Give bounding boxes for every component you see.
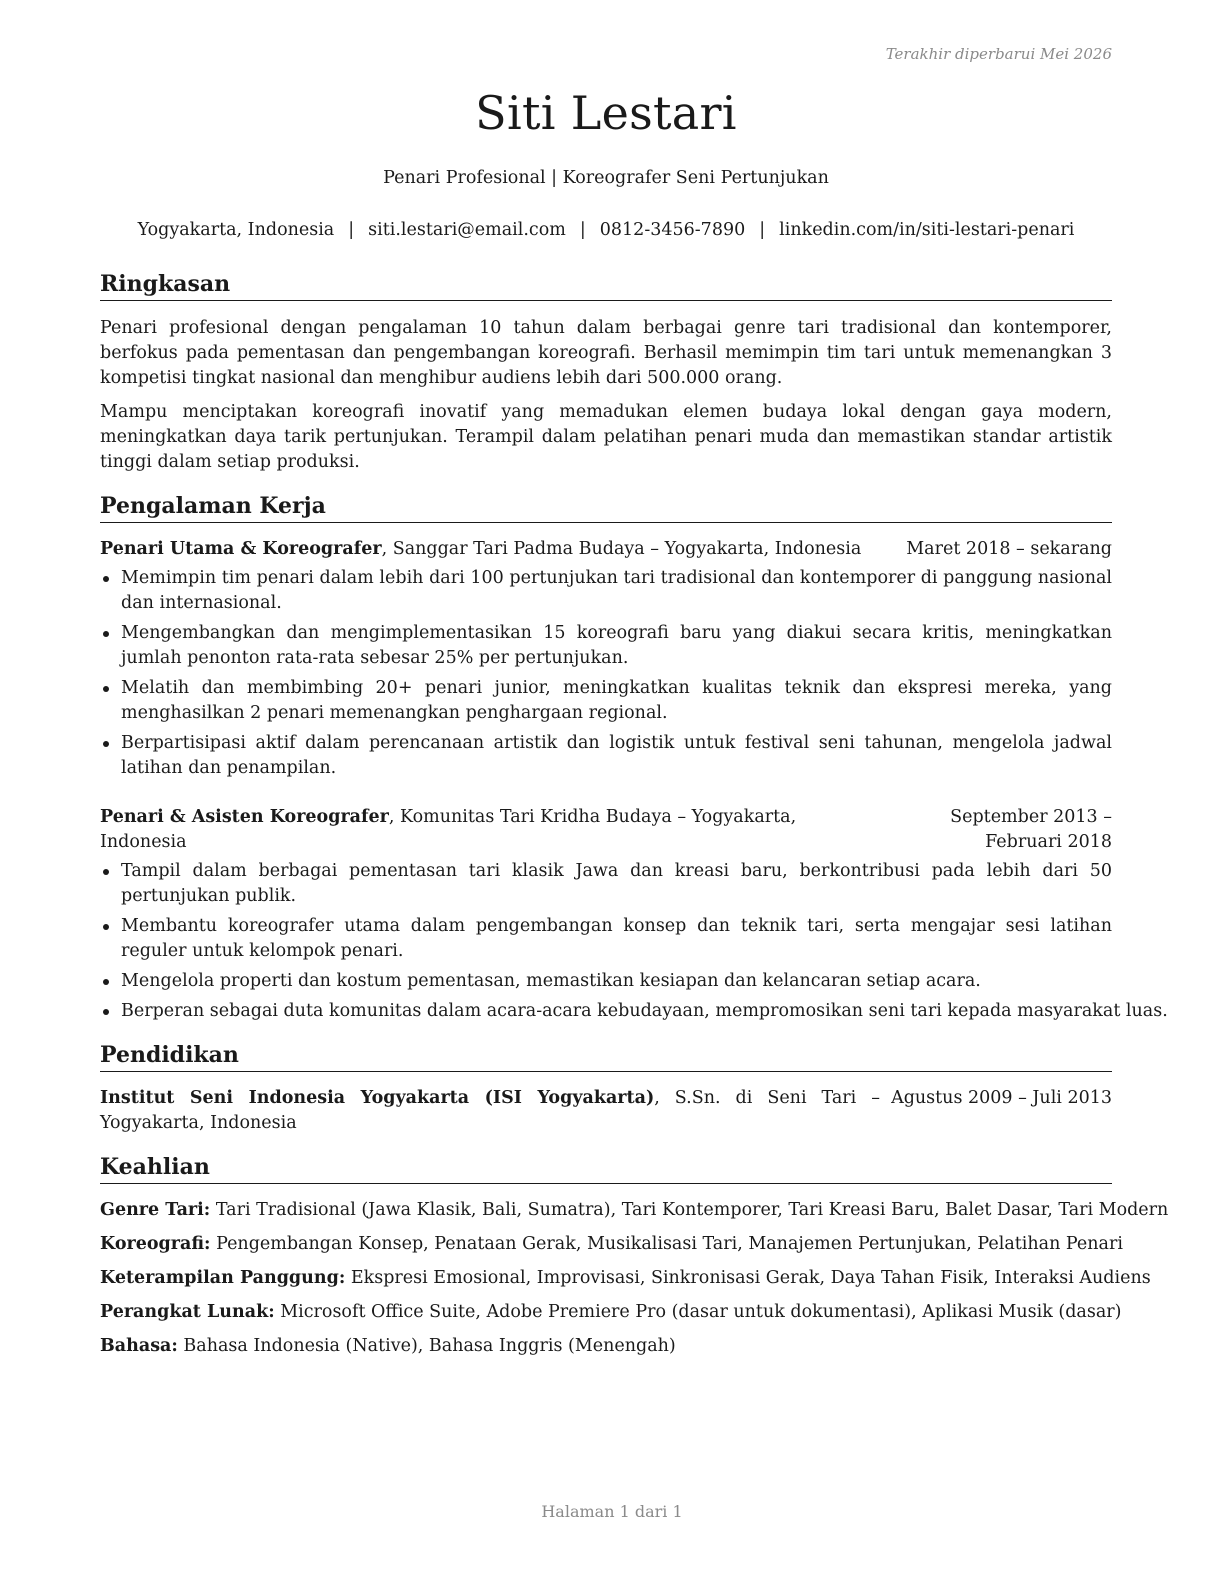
skill-label: Genre Tari:: [100, 1200, 211, 1220]
education-dates: Agustus 2009 – Juli 2013: [891, 1088, 1112, 1108]
bullet-icon: [103, 631, 109, 637]
job-role: Penari & Asisten Koreografer: [100, 807, 389, 827]
job-organization: , Sanggar Tari Padma Budaya – Yogyakarta, Indonesia: [381, 539, 862, 559]
job-role: Penari Utama & Koreografer: [100, 539, 382, 559]
bullet-icon: [103, 924, 109, 930]
bullet-text: Mengembangkan dan mengimplementasikan 15 koreografi baru yang diakui secara kritis, meningkatkan jumlah penonton rata-rata sebesar 25% per pertunjukan.: [121, 623, 1112, 668]
contact-line: [100, 220, 1112, 240]
job-header: [100, 805, 1112, 855]
bullet-icon: [103, 576, 109, 582]
bullet-icon: [103, 1009, 109, 1015]
bullet-icon: [103, 741, 109, 747]
bullet-text: Berperan sebagai duta komunitas dalam acara-acara kebudayaan, mempromosikan seni tari kepada masyarakat luas.: [121, 1001, 1168, 1021]
summary-heading: Ringkasan: [100, 270, 1112, 301]
summary-paragraph: Penari profesional dengan pengalaman 10 tahun dalam berbagai genre tari tradisional dan kontemporer, berfokus pada pementasan dan pengembangan koreografi. Berhasil memimpin tim tari untuk memenangkan 3 kompetisi tingkat nasional dan menghibur audiens lebih dari 500.000 orang.: [100, 318, 1112, 388]
list-item: [100, 969, 1112, 994]
bullet-text: Mengelola properti dan kostum pementasan, memastikan kesiapan dan kelancaran setiap acara.: [121, 971, 981, 991]
education-section: [100, 1041, 1112, 1136]
contact-separator: |: [759, 220, 766, 240]
contact-phone: 0812-3456-7890: [599, 220, 746, 240]
job-dates: Maret 2018 – sekarang: [906, 539, 1112, 559]
bullet-text: Memimpin tim penari dalam lebih dari 100 pertunjukan tari tradisional dan kontemporer di panggung nasional dan internasional.: [121, 568, 1112, 613]
bullet-text: Membantu koreografer utama dalam pengembangan konsep dan teknik tari, serta mengajar sesi latihan reguler untuk kelompok penari.: [121, 916, 1112, 961]
bullet-text: Melatih dan membimbing 20+ penari junior, meningkatkan kualitas teknik dan ekspresi mereka, yang menghasilkan 2 penari memenangkan penghargaan regional.: [121, 678, 1112, 723]
list-item: [100, 859, 1112, 909]
bullet-text: Berpartisipasi aktif dalam perencanaan artistik dan logistik untuk festival seni tahunan, mengelola jadwal latihan dan penampilan.: [121, 733, 1112, 778]
skill-label: Keterampilan Panggung:: [100, 1268, 346, 1288]
skill-row: [100, 1266, 1151, 1291]
skills-heading: Keahlian: [100, 1153, 1112, 1184]
bullet-text: Tampil dalam berbagai pementasan tari klasik Jawa dan kreasi baru, berkontribusi pada lebih dari 50 pertunjukan publik.: [121, 861, 1112, 906]
skill-value: Ekspresi Emosional, Improvisasi, Sinkronisasi Gerak, Daya Tahan Fisik, Interaksi Audiens: [345, 1268, 1151, 1288]
list-item: [100, 676, 1112, 726]
bullet-icon: [103, 979, 109, 985]
job-entry: [100, 805, 1168, 1024]
experience-section: [100, 492, 1168, 1024]
job-bullets: [100, 566, 1112, 781]
education-heading: Pendidikan: [100, 1041, 1112, 1072]
experience-heading: Pengalaman Kerja: [100, 492, 1112, 523]
education-entry: [100, 1086, 1112, 1136]
bullet-icon: [103, 686, 109, 692]
education-detail: , S.Sn. di Seni Tari – Yogyakarta, Indonesia: [100, 1088, 880, 1133]
job-header: [100, 537, 1112, 562]
skill-value: Microsoft Office Suite, Adobe Premiere Pro (dasar untuk dokumentasi), Aplikasi Musik (dasar): [274, 1302, 1122, 1322]
skill-label: Perangkat Lunak:: [100, 1302, 275, 1322]
skill-row: [100, 1300, 1122, 1325]
skills-section: [100, 1153, 1169, 1359]
contact-email[interactable]: siti.lestari@email.com: [368, 220, 566, 240]
list-item: [100, 914, 1112, 964]
list-item: [100, 731, 1112, 781]
headline: Penari Profesional | Koreografer Seni Pertunjukan: [383, 168, 829, 188]
skill-row: [100, 1232, 1123, 1257]
contact-separator: |: [348, 220, 355, 240]
skill-value: Tari Tradisional (Jawa Klasik, Bali, Sumatra), Tari Kontemporer, Tari Kreasi Baru, Balet Dasar, Tari Modern: [210, 1200, 1169, 1220]
list-item: [100, 999, 1168, 1024]
last-updated-note: Terakhir diperbarui Mei 2026: [885, 45, 1112, 63]
skill-row: [100, 1198, 1169, 1223]
skill-value: Bahasa Indonesia (Native), Bahasa Inggris (Menengah): [177, 1336, 676, 1356]
candidate-name: Siti Lestari: [475, 86, 737, 140]
summary-section: [100, 270, 1112, 475]
skills-list: [100, 1198, 1169, 1359]
contact-separator: |: [579, 220, 586, 240]
resume-content: [100, 270, 1169, 1376]
job-bullets: [100, 859, 1168, 1024]
job-organization: , Komunitas Tari Kridha Budaya – Yogyakarta, Indonesia: [100, 807, 797, 852]
job-dates: September 2013 – Februari 2018: [950, 807, 1112, 852]
list-item: [100, 566, 1112, 616]
list-item: [100, 621, 1112, 671]
summary-paragraph: Mampu menciptakan koreografi inovatif yang memadukan elemen budaya lokal dengan gaya modern, meningkatkan daya tarik pertunjukan. Terampil dalam pelatihan penari muda dan memastikan standar artistik tinggi dalam setiap produksi.: [100, 402, 1112, 472]
education-institution: Institut Seni Indonesia Yogyakarta (ISI Yogyakarta): [100, 1088, 655, 1108]
skill-label: Bahasa:: [100, 1336, 178, 1356]
job-entry: [100, 537, 1112, 781]
contact-linkedin[interactable]: linkedin.com/in/siti-lestari-penari: [779, 220, 1075, 240]
resume-page: [100, 0, 1169, 1584]
page-footer: Halaman 1 dari 1: [541, 1502, 683, 1521]
bullet-icon: [103, 869, 109, 875]
skill-row: [100, 1334, 1112, 1359]
skill-label: Koreografi:: [100, 1234, 211, 1254]
contact-location: Yogyakarta, Indonesia: [137, 220, 335, 240]
skill-value: Pengembangan Konsep, Penataan Gerak, Musikalisasi Tari, Manajemen Pertunjukan, Pelatihan Penari: [210, 1234, 1123, 1254]
